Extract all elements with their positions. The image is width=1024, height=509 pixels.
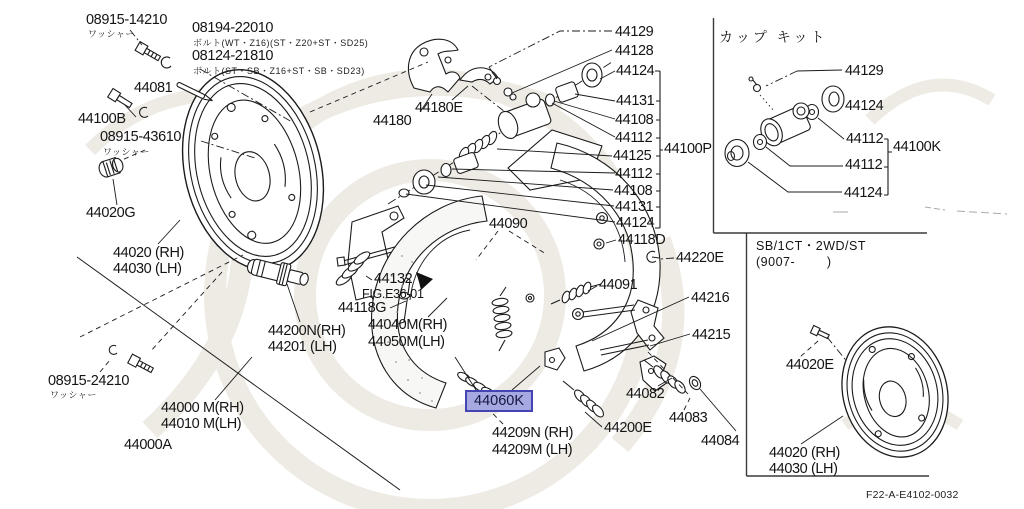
column-item-44131-b[interactable]: 44131	[615, 199, 654, 215]
part-label-44216[interactable]: 44216	[691, 290, 730, 306]
cupkit-item-44112-b[interactable]: 44112	[845, 157, 883, 173]
part-label-44010M-lh[interactable]: 44010 M(LH)	[161, 416, 242, 432]
column-item-44129[interactable]: 44129	[615, 24, 654, 40]
column-item-44108-b[interactable]: 44108	[614, 183, 653, 199]
cupkit-item-44124-a[interactable]: 44124	[845, 98, 884, 114]
note-washer-2: ワッシャー	[103, 147, 150, 157]
part-label-44030-lh[interactable]: 44030 (LH)	[113, 261, 182, 277]
part-label-44020-rh[interactable]: 44020 (RH)	[113, 245, 184, 261]
part-label-44020G[interactable]: 44020G	[86, 205, 136, 221]
bracket-label-44100P[interactable]: 44100P	[664, 141, 712, 157]
washer-44020G	[97, 156, 125, 179]
note-bolt-spec-2: ボルト(ST・SB・Z16+ST・SB・SD23)	[193, 66, 365, 76]
part-label-44000M-rh[interactable]: 44000 M(RH)	[161, 400, 244, 416]
part-label-44100B[interactable]: 44100B	[78, 111, 126, 127]
figure-code: F22-A-E4102-0032	[866, 489, 959, 501]
fastener-bolt-washer-14210	[135, 42, 171, 68]
cylinder-bracket-44180	[408, 39, 460, 92]
fig-reference-label: FIG.E36-01	[362, 287, 424, 301]
part-label-44091[interactable]: 44091	[599, 277, 638, 293]
part-label-44200E[interactable]: 44200E	[604, 420, 652, 436]
part-label-08124-21810[interactable]: 08124-21810	[192, 48, 274, 64]
part-label-44132[interactable]: 44132	[374, 271, 413, 287]
cup-kit-panel-title: カップ キット	[719, 29, 828, 45]
part-label-44209M-lh[interactable]: 44209M (LH)	[492, 442, 573, 458]
part-label-44200N-rh[interactable]: 44200N(RH)	[268, 323, 346, 339]
column-item-44125[interactable]: 44125	[613, 148, 652, 164]
fastener-bolt-24210	[109, 345, 154, 374]
part-label-08915-24210[interactable]: 08915-24210	[48, 373, 130, 389]
spring-44200E	[563, 381, 606, 419]
part-label-44040M-rh[interactable]: 44040M(RH)	[368, 317, 447, 333]
edge-artifacts	[833, 207, 1007, 214]
highlighted-part-label-44060K[interactable]: 44060K	[465, 390, 533, 412]
part-label-44090[interactable]: 44090	[489, 216, 528, 232]
note-washer-3: ワッシャー	[50, 390, 97, 400]
column-item-44128[interactable]: 44128	[615, 43, 654, 59]
part-label-44083[interactable]: 44083	[669, 410, 708, 426]
column-item-44108-a[interactable]: 44108	[615, 112, 654, 128]
part-label-08915-43610[interactable]: 08915-43610	[100, 129, 182, 145]
part-label-44180E[interactable]: 44180E	[415, 100, 463, 116]
part-label-08915-14210[interactable]: 08915-14210	[86, 12, 168, 28]
bracket-label-44100K[interactable]: 44100K	[893, 139, 941, 155]
column-item-44112-b[interactable]: 44112	[615, 166, 653, 182]
variant-title-line2: (9007- )	[756, 255, 832, 269]
part-label-44220E[interactable]: 44220E	[676, 250, 724, 266]
column-item-44124-b[interactable]: 44124	[616, 215, 655, 231]
cupkit-item-44124-b[interactable]: 44124	[844, 185, 883, 201]
part-label-44209N-rh[interactable]: 44209N (RH)	[492, 425, 574, 441]
part-label-44215[interactable]: 44215	[692, 327, 731, 343]
washer-44118D	[594, 239, 604, 249]
part-label-44118G[interactable]: 44118G	[338, 300, 387, 316]
part-label-44201-lh[interactable]: 44201 (LH)	[268, 339, 337, 355]
part-label-44084[interactable]: 44084	[701, 433, 740, 449]
part-label-44118D[interactable]: 44118D	[618, 232, 666, 248]
bracket-44100P	[655, 71, 663, 228]
part-label-44082[interactable]: 44082	[626, 386, 665, 402]
column-item-44124-a[interactable]: 44124	[616, 63, 655, 79]
part-label-44081[interactable]: 44081	[134, 80, 173, 96]
part-label-44000A[interactable]: 44000A	[124, 437, 172, 453]
variant-part-label-44030-lh[interactable]: 44030 (LH)	[769, 461, 838, 477]
variant-part-label-44020-rh[interactable]: 44020 (RH)	[769, 445, 840, 461]
variant-title-line1: SB/1CT・2WD/ST	[756, 239, 866, 253]
cupkit-item-44112-a[interactable]: 44112	[846, 131, 884, 147]
column-item-44112-a[interactable]: 44112	[615, 130, 653, 146]
cupkit-item-44129[interactable]: 44129	[845, 63, 884, 79]
part-label-44020E[interactable]: 44020E	[786, 357, 834, 373]
note-bolt-spec-1: ボルト(WT・Z16)(ST・Z20+ST・SD25)	[193, 38, 369, 48]
part-label-44050M-lh[interactable]: 44050M(LH)	[368, 334, 445, 350]
part-label-08194-22010[interactable]: 08194-22010	[192, 20, 274, 36]
note-washer-1: ワッシャー	[88, 29, 135, 39]
part-label-44180[interactable]: 44180	[373, 113, 412, 129]
column-item-44131-a[interactable]: 44131	[616, 93, 655, 109]
